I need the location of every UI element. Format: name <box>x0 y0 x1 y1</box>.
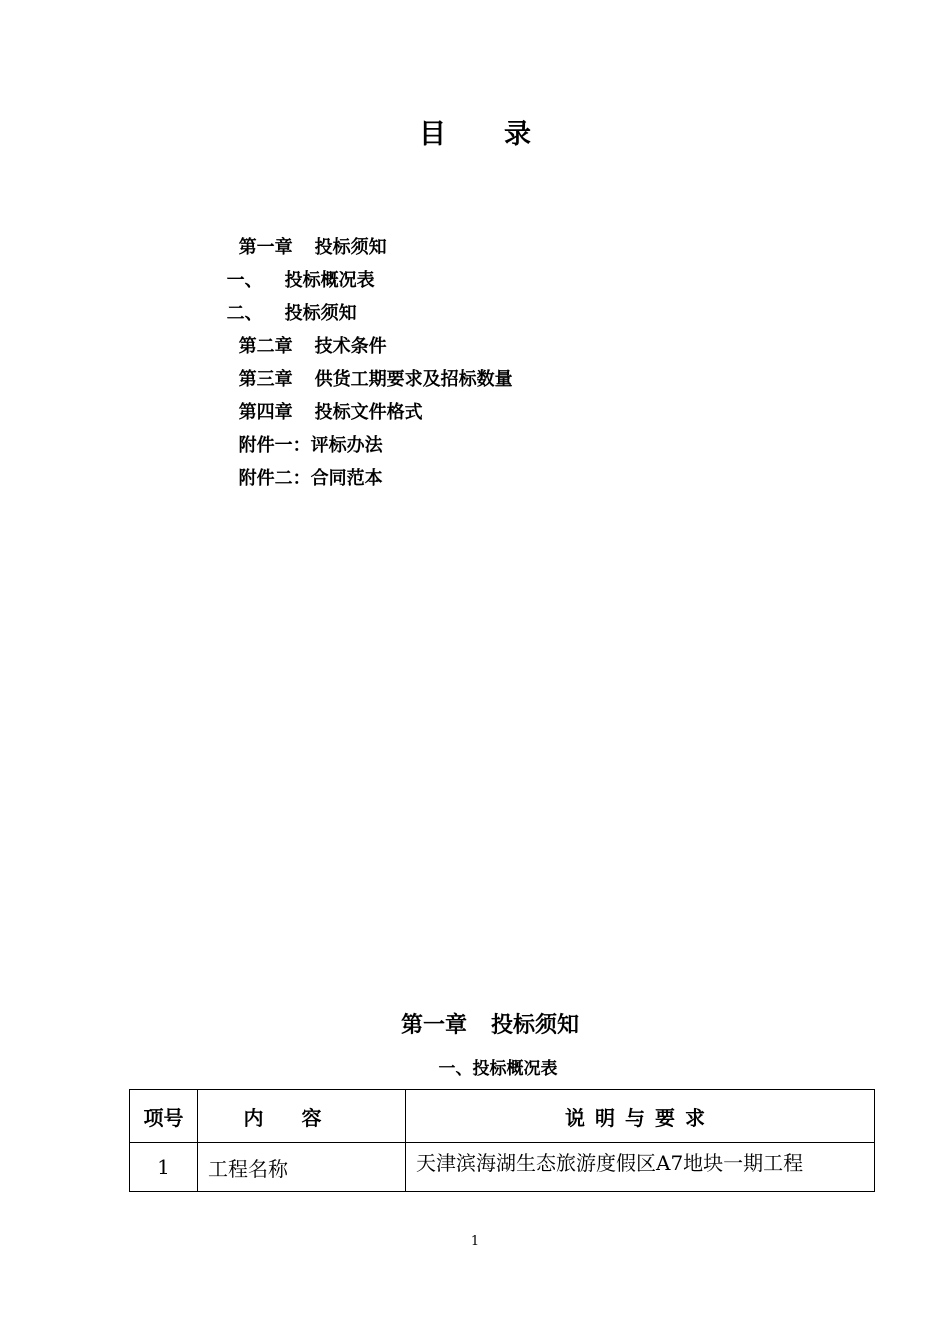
toc-title-left: 目 <box>419 119 446 150</box>
chapter-heading <box>0 1008 950 1039</box>
cell-content: 工程名称 <box>198 1143 406 1192</box>
toc-item-text: 技术条件 <box>314 336 387 357</box>
toc-item-text: 供货工期要求及招标数量 <box>314 369 513 390</box>
header-item-no: 项号 <box>130 1090 198 1143</box>
toc-item-num: 附件二： <box>238 468 311 489</box>
cell-item-no: 1 <box>130 1143 198 1192</box>
toc-item-num: 第二章 <box>238 336 293 357</box>
toc-item-num: 附件一： <box>238 435 311 456</box>
toc-item-text: 投标概况表 <box>284 270 375 291</box>
section-heading: 一、投标概况表 <box>438 1059 558 1079</box>
toc-item-num: 二、 <box>226 303 263 324</box>
toc-item-text: 投标文件格式 <box>314 402 423 423</box>
toc-item-text: 投标须知 <box>284 303 357 324</box>
toc-item-text: 投标须知 <box>314 237 387 258</box>
toc-item-num: 第三章 <box>238 369 293 390</box>
toc-item-text: 评标办法 <box>310 435 383 456</box>
chapter-title: 投标须知 <box>491 1013 580 1038</box>
toc-item-num: 一、 <box>226 270 263 291</box>
table-header-row <box>130 1090 875 1143</box>
table-row <box>130 1143 875 1192</box>
toc-item-num: 第一章 <box>238 237 293 258</box>
toc-item-text: 合同范本 <box>310 468 383 489</box>
overview-table <box>129 1089 875 1192</box>
cell-description: 天津滨海湖生态旅游度假区A7地块一期工程 <box>406 1143 875 1192</box>
chapter-number: 第一章 <box>400 1013 467 1038</box>
page-number: 1 <box>470 1234 480 1249</box>
toc-title-right: 录 <box>504 119 531 150</box>
header-description: 说明与要求 <box>406 1090 875 1143</box>
toc-title <box>0 112 950 151</box>
header-content: 内容 <box>198 1090 406 1143</box>
toc-item-appendix-2 <box>201 446 383 512</box>
toc-item-num: 第四章 <box>238 402 293 423</box>
